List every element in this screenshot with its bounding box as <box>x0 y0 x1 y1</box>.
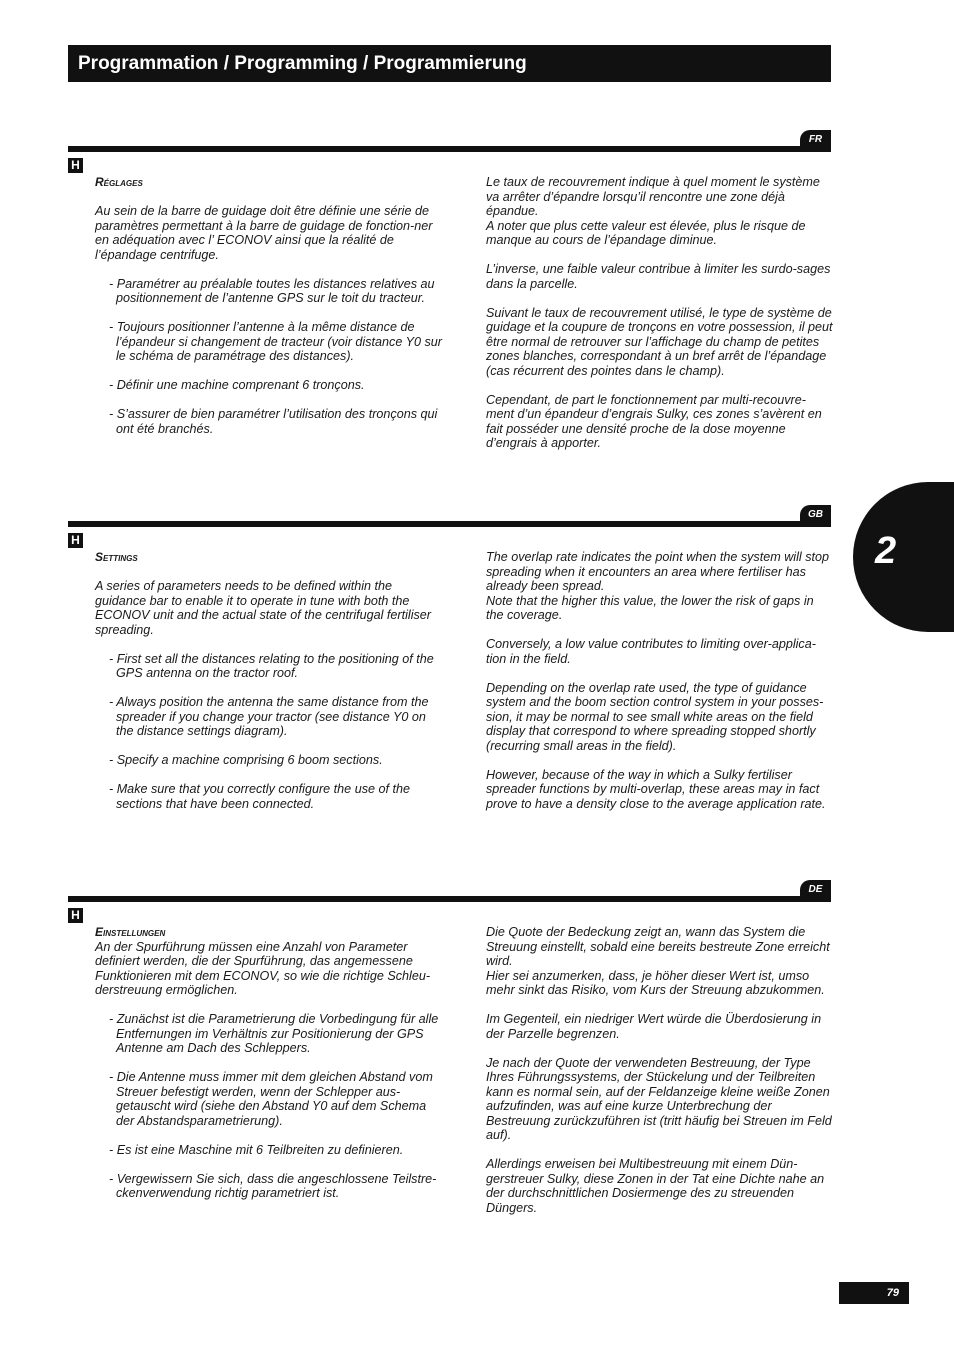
right-column <box>486 550 833 811</box>
body-paragraph: Je nach der Quote der verwendeten Bestreuung, der Type Ihres Führungssystems, der Stückelung und der Teilbreiten kann es normal sein, auf der Feldanzeige kleine weiße Zonen aufzufinden, was auf eine kurze Unterbrechung der Bestreuung zurückzuführen ist (tritt häufig bei Streuen im Feld auf). <box>486 1055 832 1142</box>
bullet-item: - Zunächst ist die Parametrierung die Vorbedingung für alle Entfernungen im Verhältnis zur Positionierung der GPS Antenne am Dach des Schleppers. <box>109 1012 439 1055</box>
left-column <box>95 925 445 1201</box>
section-gb <box>68 505 831 835</box>
section-title: Réglages <box>95 175 143 189</box>
intro-paragraph: An der Spurführung müssen eine Anzahl von Parameter definiert werden, die der Spurführung, das angemessene Funktionieren mit dem ECONOV, so wie die richtige Schleu-derstreuung ermöglichen. <box>95 939 431 997</box>
bullet-item: - Specify a machine comprising 6 boom sections. <box>109 753 383 767</box>
section-divider <box>68 146 831 152</box>
intro-paragraph: Au sein de la barre de guidage doit être définie une série de paramètres permettant à la barre de guidage de fonction-ner en adéquation avec l’ ECONOV ainsi que la réalité de l’épandage centrifuge. <box>95 204 433 262</box>
bullet-item: - Toujours positionner l’antenne à la même distance de l’épandeur si changement de tracteur (voir distance Y0 sur le schéma de paramétrage des distances). <box>109 320 442 363</box>
left-column <box>95 175 445 436</box>
body-paragraph: Suivant le taux de recouvrement utilisé, le type de système de guidage et la coupure de tronçons en votre possession, il peut être normal de retrouver sur l’affichage du champ de petites zones blanches, correspondant à un bref arrêt de l’épandage (cas récurrent des pointes dans le champ). <box>486 305 833 378</box>
bullet-item: - Vergewissern Sie sich, dass die angeschlossene Teilstre-ckenverwendung richtig parametriert ist. <box>109 1171 437 1200</box>
page-number: 79 <box>839 1282 909 1304</box>
bullet-item: - First set all the distances relating to the positioning of the GPS antenna on the tractor roof. <box>109 651 434 680</box>
body-paragraph: Allerdings erweisen bei Multibestreuung mit einem Dün-gerstreuer Sulky, diese Zonen in der Tat eine Dichte nahe an der durchschnittlichen Dosiermenge des zu streuenden Düngers. <box>486 1157 825 1215</box>
body-paragraph: Im Gegenteil, ein niedriger Wert würde die Überdosierung in der Parzelle begrenzen. <box>486 1012 822 1041</box>
body-paragraph: Conversely, a low value contributes to limiting over-applica-tion in the field. <box>486 637 816 666</box>
bullet-item: - Paramétrer au préalable toutes les distances relatives au positionnement de l’antenne GPS sur le toit du tracteur. <box>109 276 435 305</box>
body-paragraph: Note that the higher this value, the lower the risk of gaps in the coverage. <box>486 593 814 622</box>
bullet-item: - Die Antenne muss immer mit dem gleichen Abstand vom Streuer befestigt werden, wenn der Schlepper aus-getauscht wird (siehe den Abstand Y0 auf dem Schema der Abstandsparametrierung). <box>109 1070 433 1128</box>
body-paragraph: The overlap rate indicates the point when the system will stop spreading when it encounters an area where fertiliser has already been spread. <box>486 550 830 593</box>
body-paragraph: A noter que plus cette valeur est élevée, plus le risque de manque au cours de l’épandage diminue. <box>486 218 806 247</box>
page-title: Programmation / Programming / Programmierung <box>78 52 527 74</box>
chapter-tab <box>853 482 954 632</box>
section-marker: H <box>68 158 83 173</box>
bullet-item: - Make sure that you correctly configure the use of the sections that have been connected. <box>109 782 411 811</box>
language-tab-gb: GB <box>800 505 831 525</box>
body-paragraph: Cependant, de part le fonctionnement par multi-recouvre-ment d’un épandeur d’engrais Sulky, ces zones s’avèrent en fait posséder une densité proche de la dose moyenne d’engrais à apporter. <box>486 392 822 450</box>
intro-paragraph: A series of parameters needs to be defined within the guidance bar to enable it to operate in tune with both the ECONOV unit and the actual state of the centrifugal fertiliser spreading. <box>95 579 432 637</box>
section-marker: H <box>68 908 83 923</box>
section-divider <box>68 896 831 902</box>
section-fr <box>68 130 831 460</box>
left-column <box>95 550 445 811</box>
bullet-item: - S’assurer de bien paramétrer l’utilisation des tronçons qui ont été branchés. <box>109 407 438 436</box>
language-tab-de: DE <box>800 880 831 900</box>
language-tab-fr: FR <box>800 130 831 150</box>
section-title: Settings <box>95 550 138 564</box>
body-paragraph: Depending on the overlap rate used, the type of guidance system and the boom section control system in your posses-sion, it may be normal to see small white areas on the field display that correspond to where spreading stopped shortly (recurring small areas in the field). <box>486 680 824 753</box>
page-header-bar <box>68 45 831 82</box>
bullet-item: - Es ist eine Maschine mit 6 Teilbreiten zu definieren. <box>109 1142 404 1157</box>
body-paragraph: However, because of the way in which a Sulky fertiliser spreader functions by multi-overlap, these areas may in fact prove to have a density close to the average application rate. <box>486 767 826 811</box>
section-marker: H <box>68 533 83 548</box>
section-title: Einstellungen <box>95 925 166 939</box>
section-divider <box>68 521 831 527</box>
body-paragraph: Le taux de recouvrement indique à quel moment le système va arrêter d’épandre lorsqu’il rencontre une zone déjà épandue. <box>486 175 820 218</box>
body-paragraph: Die Quote der Bedeckung zeigt an, wann das System die Streuung einstellt, sobald eine bereits bestreute Zone erreicht wird. <box>486 925 830 968</box>
section-de <box>68 880 831 1225</box>
body-paragraph: Hier sei anzumerken, dass, je höher dieser Wert ist, umso mehr sinkt das Risiko, vom Kurs der Streuung abzukommen. <box>486 968 825 997</box>
bullet-item: - Always position the antenna the same distance from the spreader if you change your tractor (see distance Y0 on the distance settings diagram). <box>109 695 429 738</box>
bullet-item: - Définir une machine comprenant 6 tronçons. <box>109 378 365 392</box>
chapter-number: 2 <box>875 530 897 572</box>
body-paragraph: L’inverse, une faible valeur contribue à limiter les surdo-sages dans la parcelle. <box>486 262 831 291</box>
right-column <box>486 925 833 1215</box>
right-column <box>486 175 833 451</box>
